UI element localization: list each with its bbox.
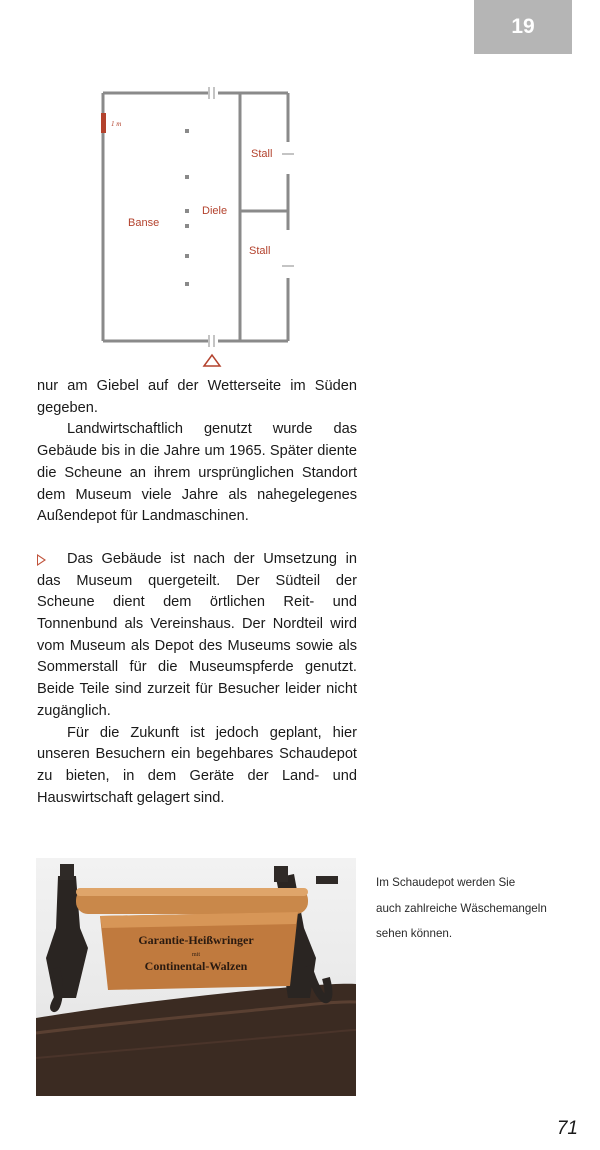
sign-line-2: mit xyxy=(191,952,201,958)
body-text xyxy=(37,376,357,809)
room-label-banse: Banse xyxy=(128,217,160,229)
door-marks xyxy=(209,87,294,347)
room-label-diele: Diele xyxy=(202,205,228,217)
scale-bar xyxy=(101,113,106,133)
paragraph-2: Landwirtschaftlich genutzt wurde das Gebäude bis in die Jahre um 1965. Später diente die Scheune an ihrem ursprünglichen Standort dem Museum viele Jahre als nahegelegenes Außendepot für Landmaschinen. xyxy=(37,421,357,525)
caption-line-1: Im Schaudepot werden Sie xyxy=(376,876,516,889)
post-markers xyxy=(185,129,189,286)
sign-line-3: Continental-Walzen xyxy=(144,959,248,973)
photo-caption xyxy=(376,870,576,947)
sign-line-1: Garantie-Heißwringer xyxy=(138,933,254,947)
paragraph-1: nur am Giebel auf der Wetterseite im Süden gegeben. xyxy=(37,378,357,416)
triangle-marker-icon xyxy=(37,554,46,566)
chapter-number-tab: 19 xyxy=(474,0,572,54)
paragraph-3-block xyxy=(37,549,357,723)
wringer-photo xyxy=(36,858,356,1096)
room-label-stall-top: Stall xyxy=(251,148,273,160)
paragraph-4: Für die Zukunft ist jedoch geplant, hier unseren Besuchern ein begehbares Schaudepot zu bieten, in dem Geräte der Land- und Hauswirtschaft gelagert sind. xyxy=(37,724,357,806)
page-number: 71 xyxy=(556,1118,578,1139)
caption-line-2: auch zahlreiche Wäschemangeln xyxy=(376,901,547,915)
scale-label: 1 m xyxy=(111,120,122,128)
paragraph-3: Das Gebäude ist nach der Umsetzung in das Museum quergeteilt. Der Südteil der Scheune dient dem örtlichen Reit- und Tonnenbund als Vereinshaus. Der Nordteil wird vom Museum als Depot des Museums sowie als Sommerstall für die Museumspferde genutzt. Beide Teile sind zurzeit für Besucher leider nicht zugänglich. xyxy=(37,550,357,719)
entrance-triangle-icon xyxy=(204,355,220,366)
room-label-stall-bottom: Stall xyxy=(249,245,271,257)
floor-plan-diagram xyxy=(90,82,310,372)
caption-line-3: sehen können. xyxy=(376,927,453,940)
